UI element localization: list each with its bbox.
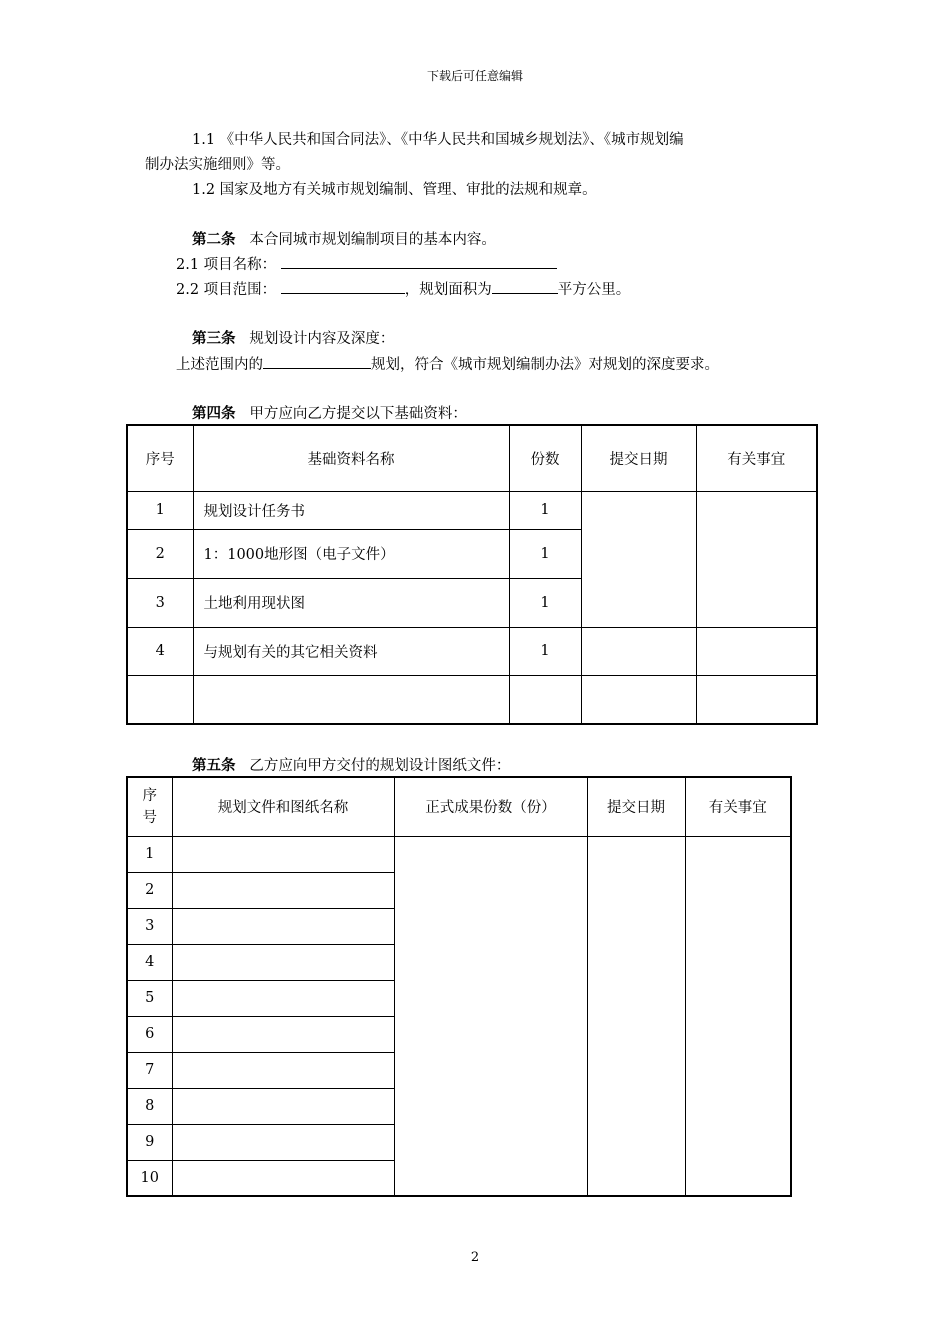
row-number: 3 (127, 578, 193, 627)
notes-cell (685, 836, 791, 1196)
copies: 1 (509, 627, 581, 675)
row-number: 4 (127, 627, 193, 675)
row-number: 4 (127, 944, 172, 980)
notes-cell (696, 627, 817, 675)
clause-5-text: 乙方应向甲方交付的规划设计图纸文件： (249, 758, 511, 774)
header-cell: 序号 (127, 777, 172, 836)
empty-cell (581, 675, 696, 724)
file-name-cell (172, 872, 394, 908)
clause-2-1 (176, 253, 557, 274)
clause-1-1-line2: 制办法实施细则》等。 (145, 157, 290, 173)
material-name: 规划设计任务书 (193, 491, 509, 529)
page-number: 2 (470, 1250, 480, 1265)
clause-1-1-line1: 1.1 《中华人民共和国合同法》、《中华人民共和国城乡规划法》、《城市规划编 (192, 132, 684, 148)
file-name-cell (172, 1124, 394, 1160)
table-header-row (127, 425, 817, 491)
clause-3-heading (192, 327, 394, 348)
file-name-cell (172, 908, 394, 944)
row-number: 1 (127, 491, 193, 529)
empty-cell (127, 675, 193, 724)
area-unit: 平方公里。 (557, 282, 631, 298)
row-number: 7 (127, 1052, 172, 1088)
empty-cell (509, 675, 581, 724)
planning-type-blank (263, 354, 371, 369)
table-row (127, 491, 817, 529)
page-header: 下载后可任意编辑 (426, 69, 523, 83)
header-cell: 有关事宜 (685, 777, 791, 836)
file-name-cell (172, 1052, 394, 1088)
clause-4-heading (192, 402, 467, 423)
clause-2-title: 第二条 (192, 231, 236, 248)
empty-row (127, 675, 817, 724)
clause-3-body (176, 353, 719, 374)
submit-date-cell (581, 491, 696, 627)
project-scope-label: 2.2 项目范围： (176, 282, 277, 298)
project-name-label: 2.1 项目名称： (176, 257, 277, 273)
header-cell: 有关事宜 (696, 425, 817, 491)
header-cell: 序号 (127, 425, 193, 491)
submit-date-cell (587, 836, 685, 1196)
notes-cell (696, 491, 817, 627)
header-cell: 份数 (509, 425, 581, 491)
row-number: 6 (127, 1016, 172, 1052)
project-scope-blank (281, 279, 405, 294)
row-number: 9 (127, 1124, 172, 1160)
header-cell: 规划文件和图纸名称 (172, 777, 394, 836)
material-name: 1：1000地形图（电子文件） (193, 529, 509, 578)
clause-5-title: 第五条 (192, 757, 236, 774)
clause-2-2 (176, 278, 630, 299)
row-number: 2 (127, 872, 172, 908)
file-name-cell (172, 1088, 394, 1124)
deliverables-table (126, 776, 792, 1197)
header-cell: 提交日期 (587, 777, 685, 836)
clause-3-text: 规划设计内容及深度： (249, 331, 395, 347)
clause-3-title: 第三条 (192, 330, 236, 347)
copies-cell (394, 836, 587, 1196)
planning-area-blank (492, 279, 558, 294)
empty-cell (193, 675, 509, 724)
submit-date-cell (581, 627, 696, 675)
planning-area-label: ，规划面积为 (404, 282, 492, 298)
file-name-cell (172, 1016, 394, 1052)
header-cell: 提交日期 (581, 425, 696, 491)
copies: 1 (509, 491, 581, 529)
clause-3-body-b: 规划，符合《城市规划编制办法》对规划的深度要求。 (371, 357, 719, 373)
clause-1-2: 1.2 国家及地方有关城市规划编制、管理、审批的法规和规章。 (192, 182, 597, 198)
clause-2-text: 本合同城市规划编制项目的基本内容。 (249, 232, 496, 248)
table-header-row (127, 777, 791, 836)
clause-4-text: 甲方应向乙方提交以下基础资料： (249, 406, 467, 422)
clause-4-title: 第四条 (192, 405, 236, 422)
row-number: 3 (127, 908, 172, 944)
table-row (127, 627, 817, 675)
file-name-cell (172, 944, 394, 980)
file-name-cell (172, 1160, 394, 1196)
copies: 1 (509, 578, 581, 627)
row-number: 1 (127, 836, 172, 872)
header-cell: 基础资料名称 (193, 425, 509, 491)
row-number: 5 (127, 980, 172, 1016)
row-number: 8 (127, 1088, 172, 1124)
row-number: 10 (127, 1160, 172, 1196)
material-name: 与规划有关的其它相关资料 (193, 627, 509, 675)
basic-materials-table (126, 424, 818, 725)
copies: 1 (509, 529, 581, 578)
clause-2-heading (192, 228, 496, 249)
table-row (127, 836, 791, 872)
material-name: 土地利用现状图 (193, 578, 509, 627)
header-cell: 正式成果份数（份） (394, 777, 587, 836)
clause-5-heading (192, 754, 510, 775)
file-name-cell (172, 980, 394, 1016)
row-number: 2 (127, 529, 193, 578)
clause-3-body-a: 上述范围内的 (176, 357, 263, 373)
file-name-cell (172, 836, 394, 872)
project-name-blank (281, 254, 557, 269)
empty-cell (696, 675, 817, 724)
